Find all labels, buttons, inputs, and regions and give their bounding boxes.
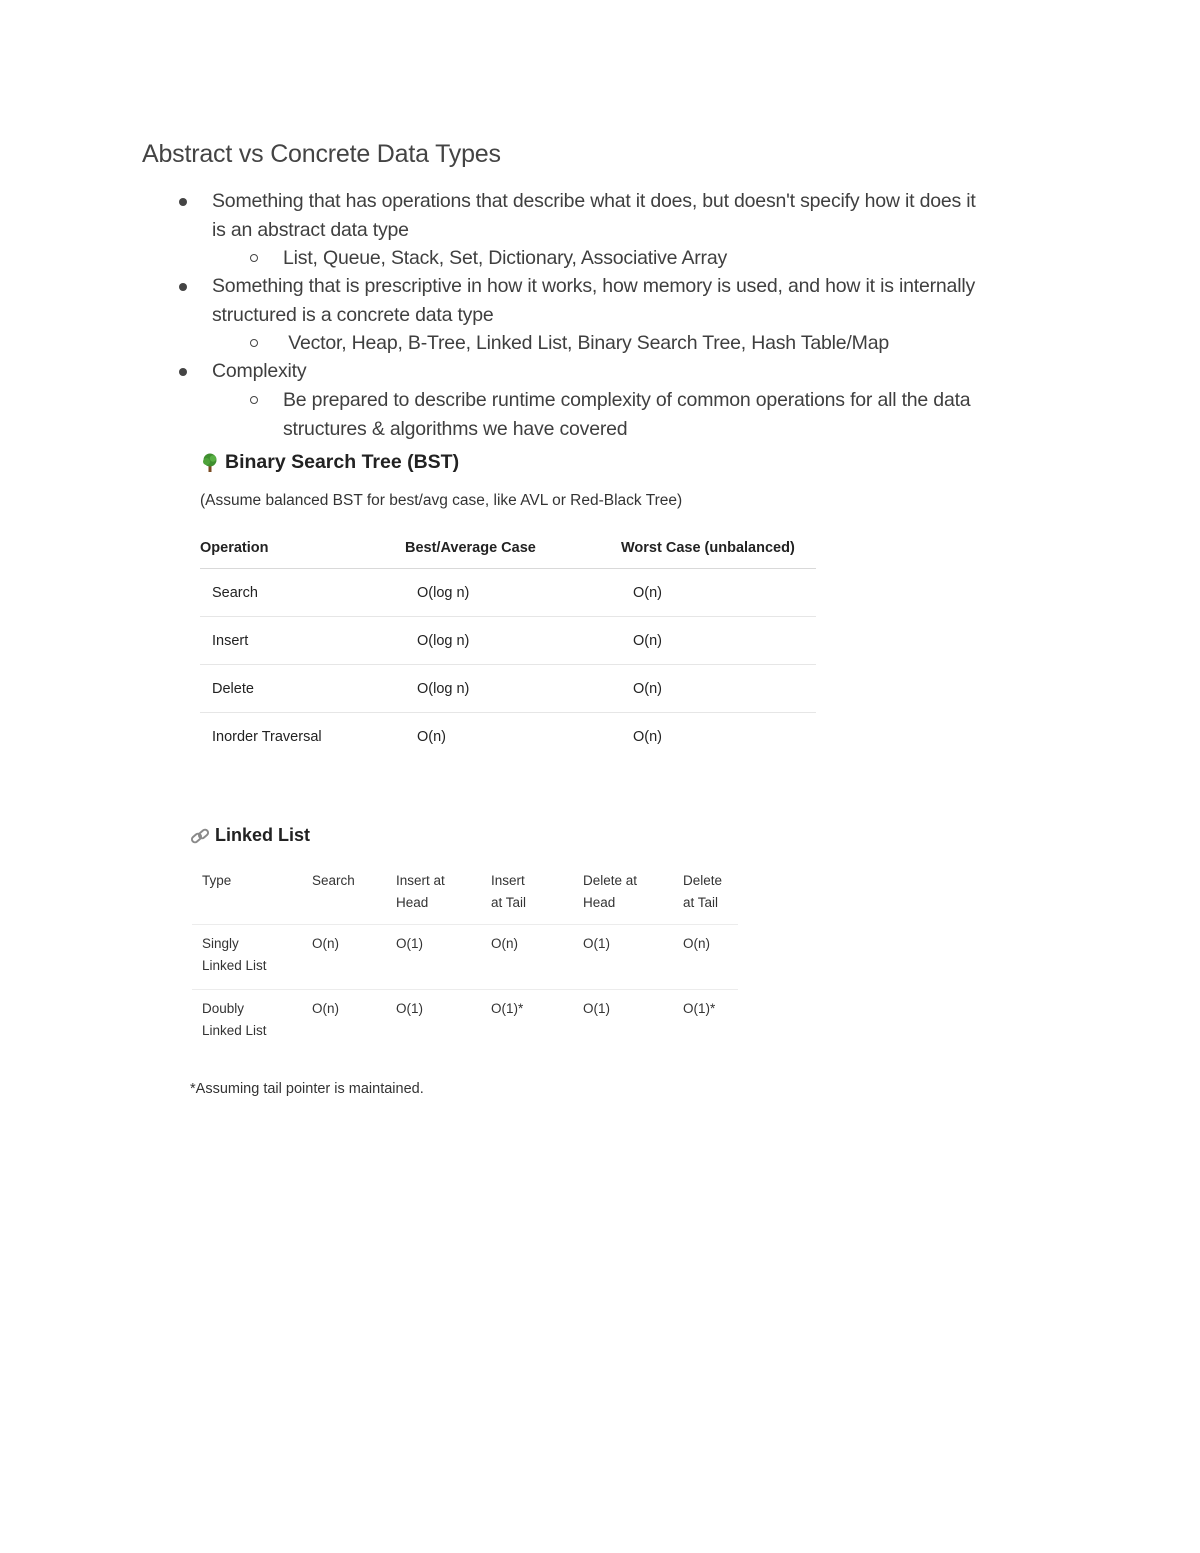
table-cell: O(log n) [405,665,621,713]
outline-subitem-abstract-examples: List, Queue, Stack, Set, Dictionary, Associative Array [283,247,728,269]
header-text: at Tail [491,895,527,910]
link-icon [190,827,210,845]
cell-text: Doubly [202,1001,245,1016]
table-row [200,617,816,665]
bullet-dot [179,198,187,206]
table-cell: O(log n) [405,617,621,665]
column-header: Operation [200,528,405,569]
table-cell [192,990,302,1055]
column-header: Worst Case (unbalanced) [621,528,816,569]
cell-text: Linked List [202,1023,267,1038]
outline-item-concrete [212,272,1062,329]
outline-item-abstract [212,187,1062,244]
table-row [200,569,816,617]
outline-item-text: structures & algorithms we have covered [283,417,628,440]
table-cell: Insert [200,617,405,665]
header-text: Search [312,873,355,888]
table-cell: O(n) [621,665,816,713]
outline-item-text: Something that is prescriptive in how it works, how memory is used, and how it is internally [212,275,976,297]
outline-item-text: structured is a concrete data type [212,303,494,326]
table-cell: O(1)* [491,1001,524,1016]
table-header-row [192,866,738,925]
table-row [200,713,816,761]
column-header [673,866,738,925]
table-cell: Inorder Traversal [212,728,322,745]
table-cell: Delete [200,665,405,713]
linked-list-heading [190,825,310,846]
table-cell: O(1) [386,925,481,990]
column-header [302,866,386,925]
cell-text: Linked List [202,958,267,973]
table-cell: O(1) [396,1001,423,1016]
linked-list-footnote: *Assuming tail pointer is maintained. [190,1081,424,1097]
outline-item-text: Be prepared to describe runtime complexity of common operations for all the data [283,389,971,411]
linked-list-heading-text: Linked List [215,825,311,845]
linked-list-complexity-table [192,866,738,1054]
bst-note: (Assume balanced BST for best/avg case, like AVL or Red-Black Tree) [200,492,683,509]
table-cell: O(n) [673,925,738,990]
outline-subitem-complexity [283,386,1063,443]
column-header: Best/Average Case [405,528,621,569]
outline-subitem-concrete-examples: Vector, Heap, B-Tree, Linked List, Binary Search Tree, Hash Table/Map [283,332,889,354]
header-text: Head [396,895,429,910]
table-cell: O(n) [302,925,386,990]
table-cell: O(n) [417,728,446,745]
bullet-ring [250,254,258,262]
column-header [573,866,673,925]
bst-heading-text: Binary Search Tree (BST) [225,451,460,473]
outline-item-text: Something that has operations that describe what it does, but doesn't specify how it does it [212,190,976,212]
table-header-row [200,528,816,569]
bst-heading [200,451,459,474]
table-cell: Search [200,569,405,617]
table-cell: O(log n) [405,569,621,617]
table-cell: O(1) [583,1001,610,1016]
column-header [481,866,573,925]
bullet-dot [179,368,187,376]
column-header [192,866,302,925]
column-header [386,866,481,925]
table-cell: O(1) [573,925,673,990]
header-text: at Tail [683,895,719,910]
tree-icon [200,453,220,473]
table-cell: O(1)* [683,1001,716,1016]
header-text: Insert at [396,873,445,888]
table-cell: O(n) [312,1001,339,1016]
table-cell [192,925,302,990]
outline-item-complexity: Complexity [212,360,307,382]
table-cell: O(n) [621,617,816,665]
table-row [192,925,738,990]
table-row [192,990,738,1055]
bullet-dot [179,283,187,291]
table-cell: O(n) [633,728,662,745]
page-title: Abstract vs Concrete Data Types [142,140,501,168]
header-text: Delete [683,873,723,888]
bst-complexity-table [200,528,816,760]
table-cell: O(n) [621,569,816,617]
cell-text: Singly [202,936,239,951]
table-row [200,665,816,713]
header-text: Insert [491,873,525,888]
header-text: Type [202,873,232,888]
header-text: Delete at [583,873,638,888]
outline-item-text: is an abstract data type [212,218,409,241]
header-text: Head [583,895,616,910]
bullet-ring [250,339,258,347]
table-cell: O(n) [481,925,573,990]
bullet-ring [250,396,258,404]
